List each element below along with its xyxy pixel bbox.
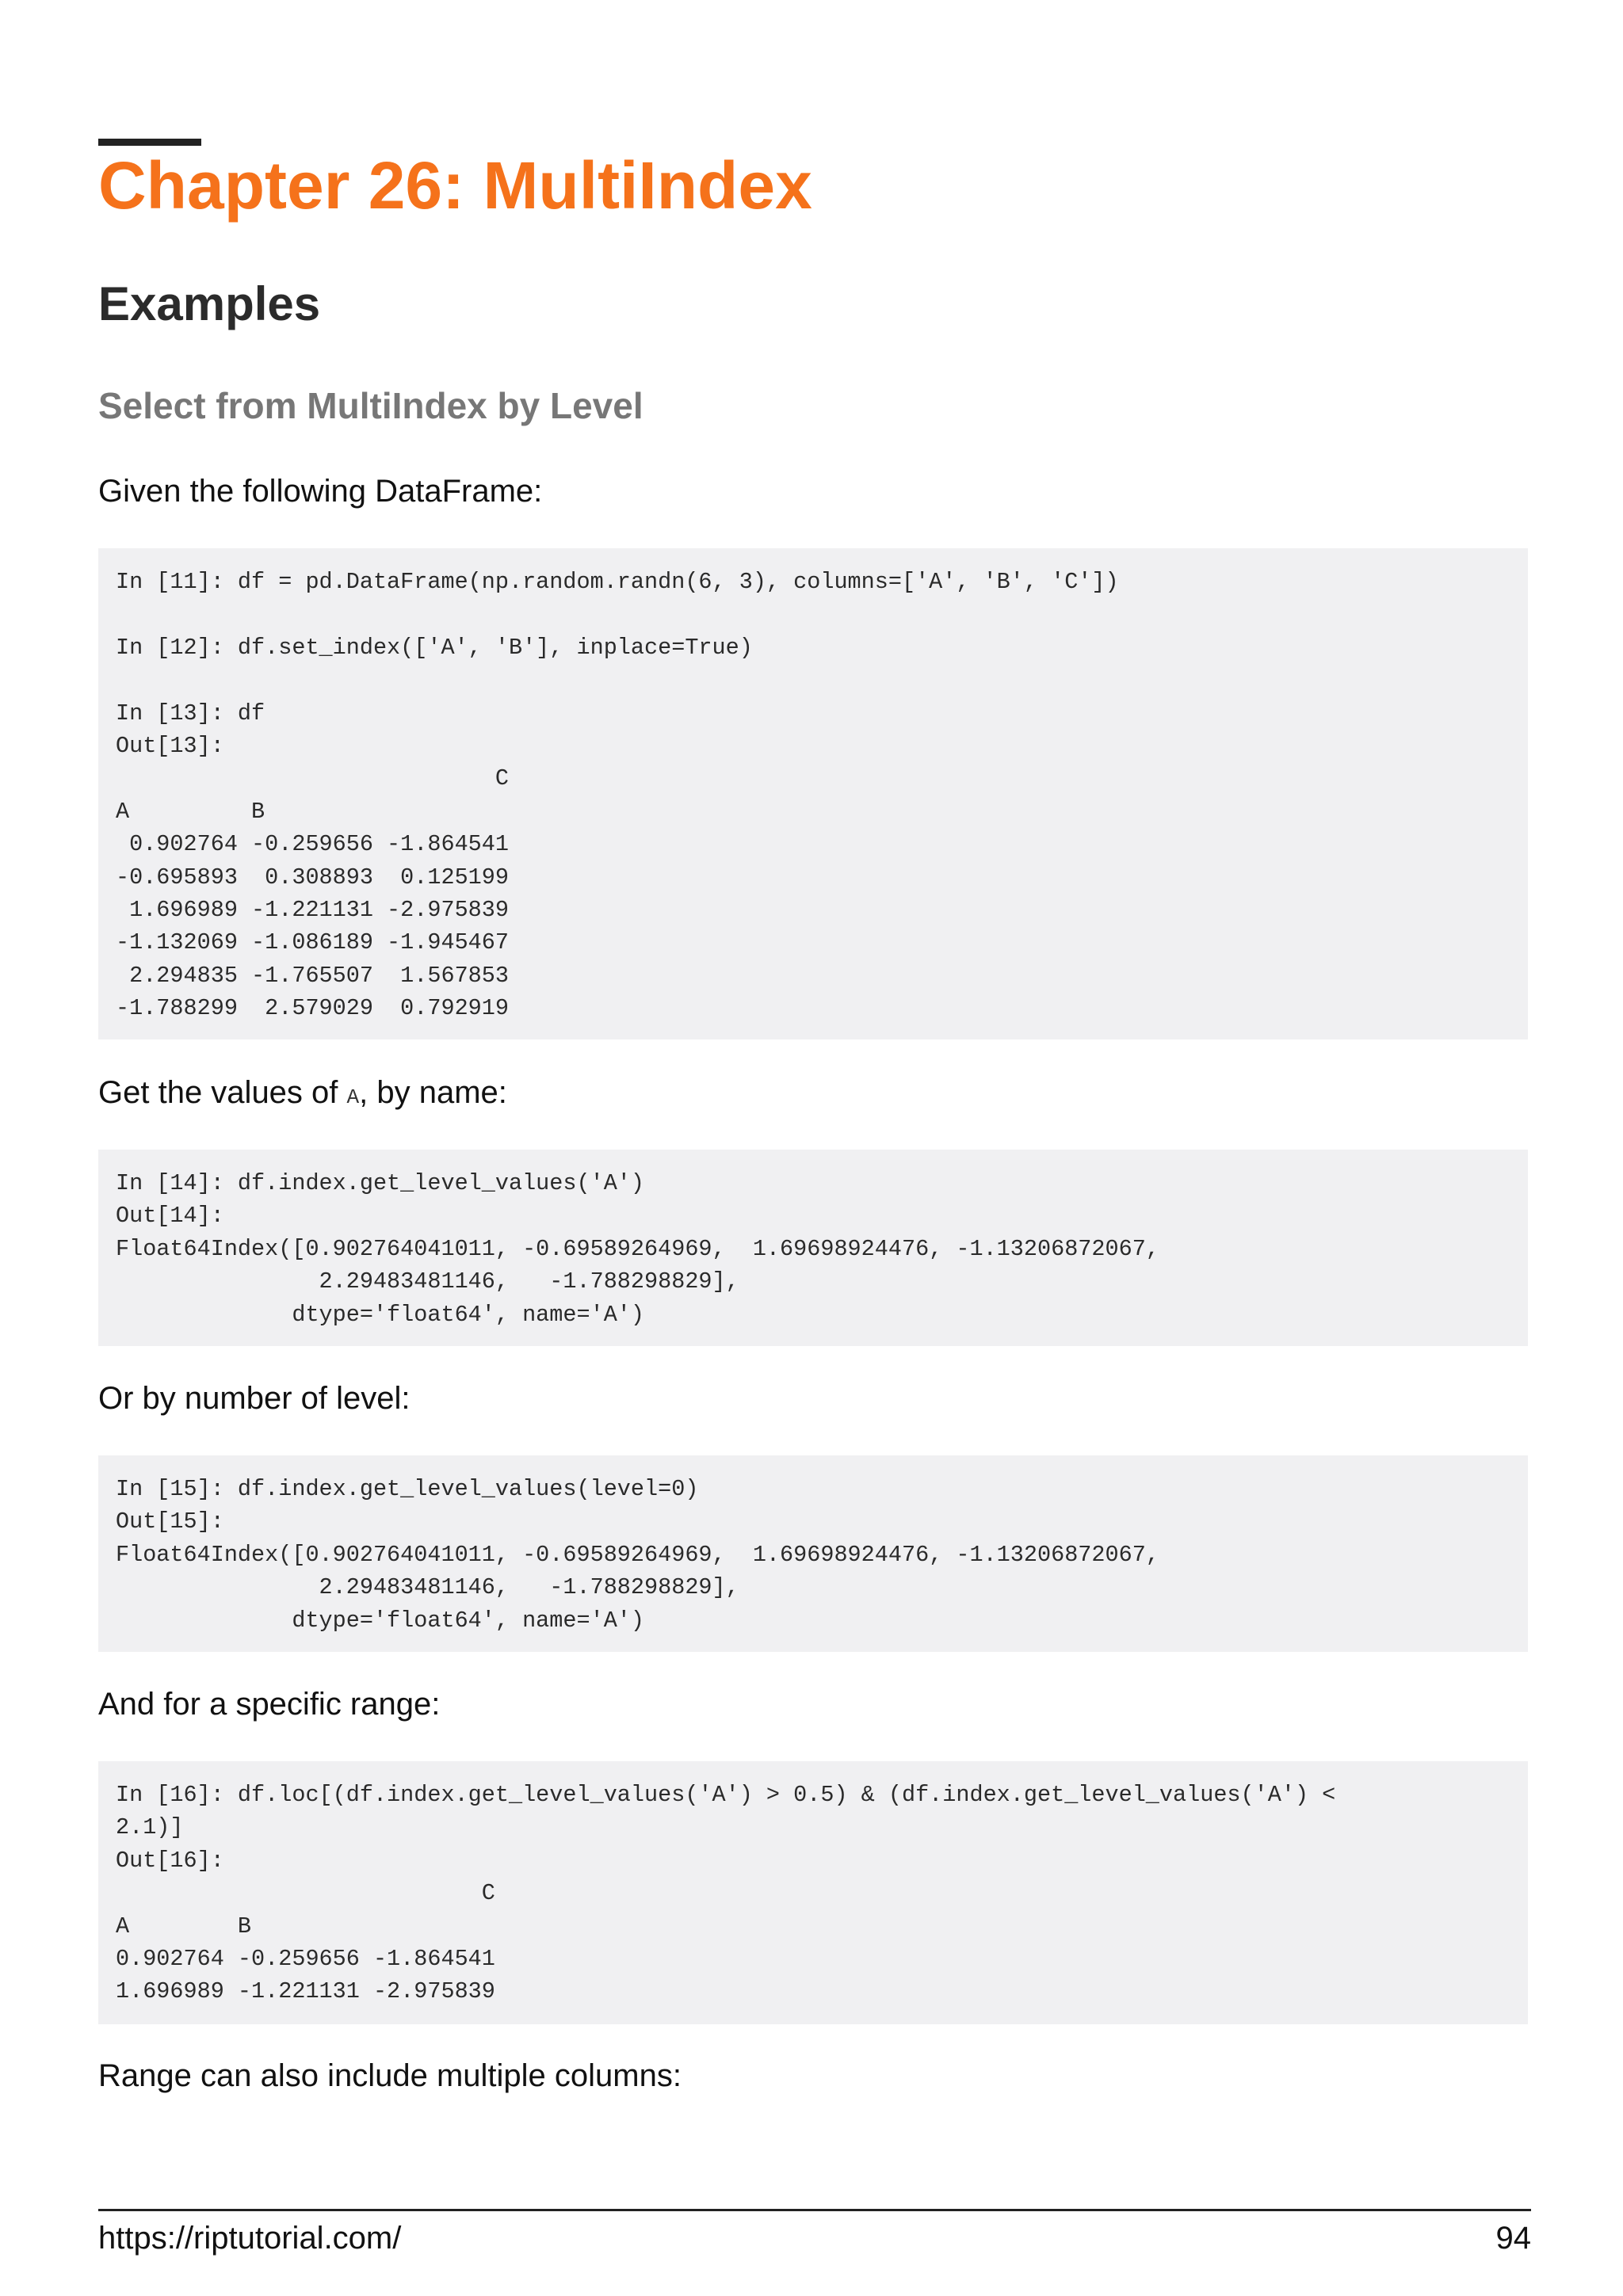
inline-code: A — [346, 1085, 360, 1109]
footer-rule — [98, 2209, 1531, 2211]
paragraph-by-level-number: Or by number of level: — [98, 1381, 411, 1416]
chapter-rule — [98, 139, 201, 146]
code-block-dataframe: In [11]: df = pd.DataFrame(np.random.randn(6, 3), columns=['A', 'B', 'C']) In [12]: df.set_index(['A', 'B'], inplace=True) In [13]: df Out[13]: C A B 0.902764 -0.259656 -1.864541 -0.695893 0.308893 0.125199 1.696989 -1.221131 -2.975839 -1.132069 -1.086189 -1.945467 2.294835 -1.765507 1.567853 -1.788299 2.579029 0.792919 — [98, 548, 1528, 1039]
chapter-title: Chapter 26: MultiIndex — [98, 148, 812, 223]
paragraph-multiple-columns: Range can also include multiple columns: — [98, 2058, 682, 2093]
paragraph-specific-range: And for a specific range: — [98, 1687, 441, 1722]
code-block-get-level-by-name: In [14]: df.index.get_level_values('A') Out[14]: Float64Index([0.902764041011, -0.69589264969, 1.69698924476, -1.13206872067, 2.29483481146, -1.788298829], dtype='float64', name='A') — [98, 1150, 1528, 1346]
paragraph-text: Get the values of — [98, 1075, 347, 1110]
subsection-title: Select from MultiIndex by Level — [98, 385, 643, 426]
section-title: Examples — [98, 277, 321, 330]
code-block-get-level-by-number: In [15]: df.index.get_level_values(level=0) Out[15]: Float64Index([0.902764041011, -0.69589264969, 1.69698924476, -1.13206872067, 2.29483481146, -1.788298829], dtype='float64', name='A') — [98, 1455, 1528, 1652]
paragraph-text: , by name: — [359, 1075, 507, 1110]
paragraph-given-dataframe: Given the following DataFrame: — [98, 474, 543, 509]
page-number: 94 — [1495, 2221, 1531, 2256]
paragraph-values-by-name — [98, 1074, 507, 1112]
footer-url: https://riptutorial.com/ — [98, 2221, 402, 2256]
code-block-range-selection: In [16]: df.loc[(df.index.get_level_values('A') > 0.5) & (df.index.get_level_values('A') < 2.1)] Out[16]: C A B 0.902764 -0.259656 -1.864541 1.696989 -1.221131 -2.975839 — [98, 1761, 1528, 2024]
